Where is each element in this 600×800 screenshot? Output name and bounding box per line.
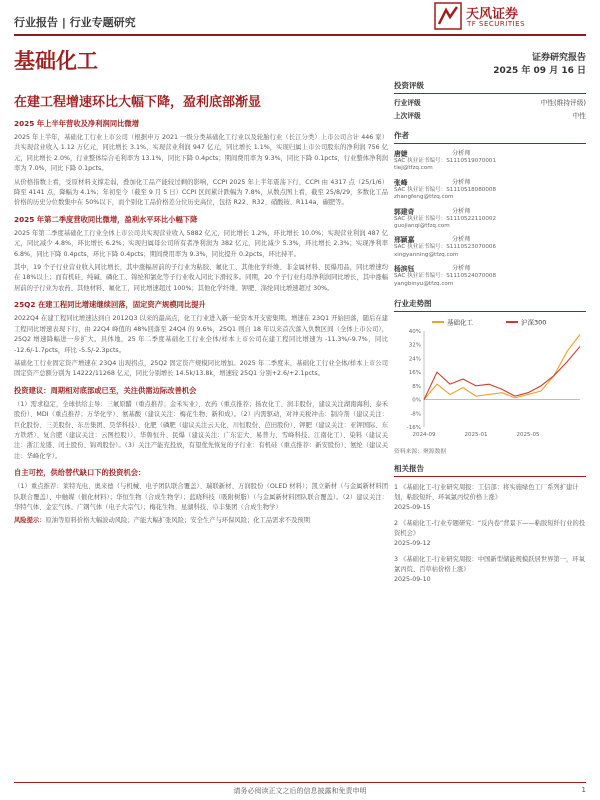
report-type: 证券研究报告 (531, 53, 586, 63)
y-tick-label: 8% (412, 383, 421, 390)
rating-row (394, 110, 586, 120)
author-name: 杨滨钰 (394, 265, 415, 274)
section-heading: 2025 年上半年营收及净利润同比微增 (14, 119, 140, 128)
main-content (14, 113, 388, 530)
y-tick-label: -8% (410, 411, 421, 418)
rating-heading: 投资评级 (394, 80, 586, 94)
author-name: 郭建奇 (394, 207, 415, 216)
related-heading: 相关报告 (394, 463, 586, 477)
trend-chart-svg (394, 315, 586, 445)
paragraph: 从价格指数上看，受原材料支撑走弱，叠加化工品产能较过剩的影响，CCPI 2025 年上半年震荡下行，CCPI 由 4317 点（25/1/6）降至 4141 点，降幅为 4.1%；年初至今（截至 9 月 5 日）CCPI 区间累计跌幅为 7.8%，从数点图上看，截至 25/8/29，多数化工品价格的历史分位数集中在 50%以下，而个别化工品价格差分位历史高位，包括 R22、R32、硝酸铵、R114a、碳肥等。 (14, 178, 388, 207)
rating-row (394, 97, 586, 107)
section-heading: 25Q2 在建工程同比增速继续回落，固定资产规模同比提升 (14, 300, 206, 310)
rating-key: 行业评级 (394, 99, 421, 107)
logo-mark-icon (434, 2, 462, 30)
author-cert: SAC 执业证书编号：S1110524070008 (394, 273, 497, 280)
x-tick-label: 2024-09 (412, 432, 436, 439)
related-item[interactable] (394, 483, 586, 513)
y-tick-label: 16% (408, 370, 421, 377)
related-date: 2025-09-15 (394, 504, 431, 512)
section-heading: 投资建议：周期相对底部或已至，关注供需边际改善机会 (14, 385, 197, 395)
trend-chart (394, 315, 586, 445)
related-date: 2025-09-12 (394, 540, 431, 548)
related-title[interactable]: 1 《基础化工-行业研究周报：工信部：将实施绿色工厂系列扩建计划，粘胶短纤、环氧氯丙烷价格上涨》 (394, 484, 579, 502)
y-tick-label: -16% (406, 425, 421, 432)
author-name: 邢颖嘉 (394, 236, 415, 245)
author-cert: SAC 执业证书编号：S1110519070001 (394, 158, 497, 164)
author-role: 分析师 (452, 178, 471, 186)
author-cert: SAC 执业证书编号：S1110522110002 (394, 215, 497, 222)
paragraph: （1）重点推荐：莱特光电、奥来德（与机械、电子团队联合覆盖）、瑞联新材、万润股份（OLED 材料）；凯立新材（与金属新材料团队联合覆盖）、中触媒（催化材料）；华恒生物（合成生物学）；蓝晓科技（吸附树脂）（与金属新材料团队联合覆盖）。（2）建议关注：华特气体、金宏气体、广钢气体（电子大宗气）；梅花生物、星湖科技、阜丰集团（合成生物学） (14, 483, 388, 511)
author-role: 分析师 (452, 207, 471, 215)
section-heading: 2025 年第二季度营收同比微增，盈利水平环比小幅下降 (14, 214, 198, 224)
paragraph: 2022Q4 在建工程同比增速达到自 2012Q3 以来的最高点，化工行业进入新一轮资本开支密集期。增速在 23Q1 开始回落，随后在建工程同比增速表现下行，由 22Q4 峰值的 48%回落至 24Q4 的 9.6%，25Q1 则自 18 年以来首次落入负数区间（全体上市公司），25Q2 增速降幅进一步扩大。具体地，25 年二季度基础化工行业全体/样本上市公司在建工程同比增速为 -11.3%/-9.7%，同比 -12.6/-1.7pcts，环比 -5.5/-2.3pcts。 (14, 315, 388, 354)
y-tick-label: 24% (408, 356, 421, 363)
report-title: 在建工程增速环比大幅下降，盈利底部渐显 (14, 95, 262, 110)
author-role: 分析师 (452, 265, 471, 273)
rating-value: 中性(维持评级) (540, 99, 586, 107)
authors-heading: 作者 (394, 130, 586, 144)
paragraph: 2025 年第二季度基础化工行业全体上市公司共实现营业收入 5882 亿元，同比增长 1.2%，环比增长 10.0%；实现营业利润 487 亿元，同比减少 4.8%，环比增长 6.2%；实现归属母公司所有者净利润为 382 亿元，同比减少 5.3%，环比增长 2.3%；实现净利率 6.8%，同比下降 0.4pcts，环比下降 0.4pcts；期间费用率为 9.3%，同比提升 0.2pcts，环比持平。 (14, 229, 388, 258)
author-email[interactable]: yangbinyu@tfzq.com (394, 280, 454, 287)
risk-label: 风险提示： (14, 517, 46, 525)
brand-name-cn: 天风证券 (466, 7, 519, 22)
related-item[interactable] (394, 555, 586, 585)
sidebar (394, 76, 586, 585)
author-entry (394, 234, 586, 259)
chart-source: 资料来源：聚源数据 (394, 449, 447, 456)
related-date: 2025-09-10 (394, 576, 431, 584)
footer-divider (14, 782, 586, 783)
brand-logo (434, 2, 584, 32)
risk-text: 原油等原料价格大幅波动风险；产能大幅扩张风险；安全生产与环保风险；化工品需求不及预期 (45, 517, 310, 525)
sector-title: 基础化工 (14, 49, 98, 73)
author-email[interactable]: tiej@tfzq.com (394, 165, 433, 172)
author-entry (394, 148, 586, 173)
author-email[interactable]: zhangfeng@tfzq.com (394, 194, 454, 201)
x-tick-label: 2025-01 (464, 432, 488, 439)
rating-value: 中性 (572, 112, 586, 120)
trend-heading: 行业走势图 (394, 298, 586, 312)
author-role: 分析师 (452, 236, 471, 244)
series-line (424, 346, 580, 399)
paragraph: 基础化工行业固定资产增速在 23Q4 出现拐点，25Q2 固定资产规模同比增加。2025 年二季度末，基础化工行业全体/样本上市公司固定资产总额分别为 14222/11268 亿元，同比分别增长 14.5k/13.8k，增速较 25Q1 分别+2.6/+2.1pcts。 (14, 359, 388, 378)
author-name: 张峰 (394, 178, 408, 187)
legend-label: 基础化工 (447, 318, 473, 327)
legend-label: 沪深300 (521, 318, 547, 327)
x-tick-label: 2025-05 (516, 432, 540, 439)
author-email[interactable]: guojianqi@tfzq.com (394, 223, 450, 230)
y-tick-label: 40% (408, 329, 421, 336)
rating-key: 上次评级 (394, 112, 421, 120)
related-title[interactable]: 3 《基础化工-行业研究周报：中国新型储能规模跃居世界第一，环氧氯丙烷、百草枯价格上涨》 (394, 556, 585, 574)
risk-note (14, 516, 388, 526)
section-heading: 自主可控，供给替代缺口下的投资机会： (14, 468, 146, 478)
author-email[interactable]: xingyanning@tfzq.com (394, 251, 459, 258)
author-entry (394, 263, 586, 288)
related-title[interactable]: 2 《基础化工-行业专题研究：“反内卷”背景下——粘胶短纤行业的投资机会》 (394, 520, 586, 538)
y-tick-label: 0% (412, 397, 421, 404)
author-role: 分析师 (452, 150, 471, 157)
author-name: 唐婕 (394, 150, 408, 158)
brand-name-en: TF SECURITIES (467, 20, 526, 28)
related-item[interactable] (394, 519, 586, 549)
author-entry (394, 177, 586, 202)
y-tick-label: 32% (408, 342, 421, 349)
breadcrumb: 行业报告 | 行业专题研究 (14, 16, 136, 29)
author-cert: SAC 执业证书编号：S1110518080008 (394, 186, 497, 193)
page-number: 1 (581, 786, 586, 794)
paragraph: 2025 年上半年，基础化工行业上市公司（根据申万 2021 一级分类基础化工行业以及轮胎行业（长江分类）上市公司合计 446 家）共实现营业收入 1.12 万亿元，同比增长 3.1%，实现营业利润 947 亿元，同比增长 1.1%，实现归属上市公司股东的净利润 756 亿元，同比增长 2.0%，行业整体综合毛利率为 13.1%，同比下降 0.4pcts；期间费用率为 9.3%，同比下降 0.1pcts，行业整体净利润率为 7.0%，同比下降 0.1pcts。 (14, 134, 388, 173)
author-entry (394, 206, 586, 231)
header-divider (14, 34, 586, 36)
footer-disclaimer: 请务必阅读正文之后的信息披露和免责申明 (233, 787, 367, 795)
author-cert: SAC 执业证书编号：S1110523070006 (394, 244, 497, 251)
paragraph: （1）需求稳定，全球供给主导：三氟原醋（重点推荐；金禾实业）、农药（重点推荐；扬农化工、润丰股份，建议关注湖南海利、泰禾股份）、MDI（重点推荐；万华化学）、氨基酸（建议关注：梅花生物、新和成）。（2）内需驱动，对冲关税冲击：制冷剂（建议关注：巨化股份、三美股份、东岳集团、昊华科技）、化肥（磷肥（建议关注云天化、川恒股份、芭田股份）、钾肥（建议关注：亚钾国际、东方铁塔）、复合肥（建议关注：云图控股））、华鲁恒升、民爆（建议关注：广东宏大、易普力、雪峰科技、江南化工）、染料（建议关注：浙江龙盛、闰土股份、锦鸡股份）。（3）关注产能充投放，有望优先恢复的子行业：有机硅（重点推荐：新安股份）、氨纶（建议关注：华峰化学）。 (14, 400, 388, 460)
report-date: 2025 年 09 月 16 日 (493, 66, 586, 76)
paragraph: 其中，19 个子行业营业收入同比增长，其中涨幅居前的子行业为粘胶、氟化工、其他化学纤维、非金属材料、民爆用品，同比增速均在 18%以上；而有机硅、纯碱、磷化工、锦纶和氯化等子行业收入同比下滑较多。同期，20 个子行业归母净利润同比增长，其中涨幅居前的子行业为农药、其他材料、氟化工，同比增速超过 100%；其他化学纤维、钾肥、涤纶同比增速超过 30%。 (14, 264, 388, 292)
